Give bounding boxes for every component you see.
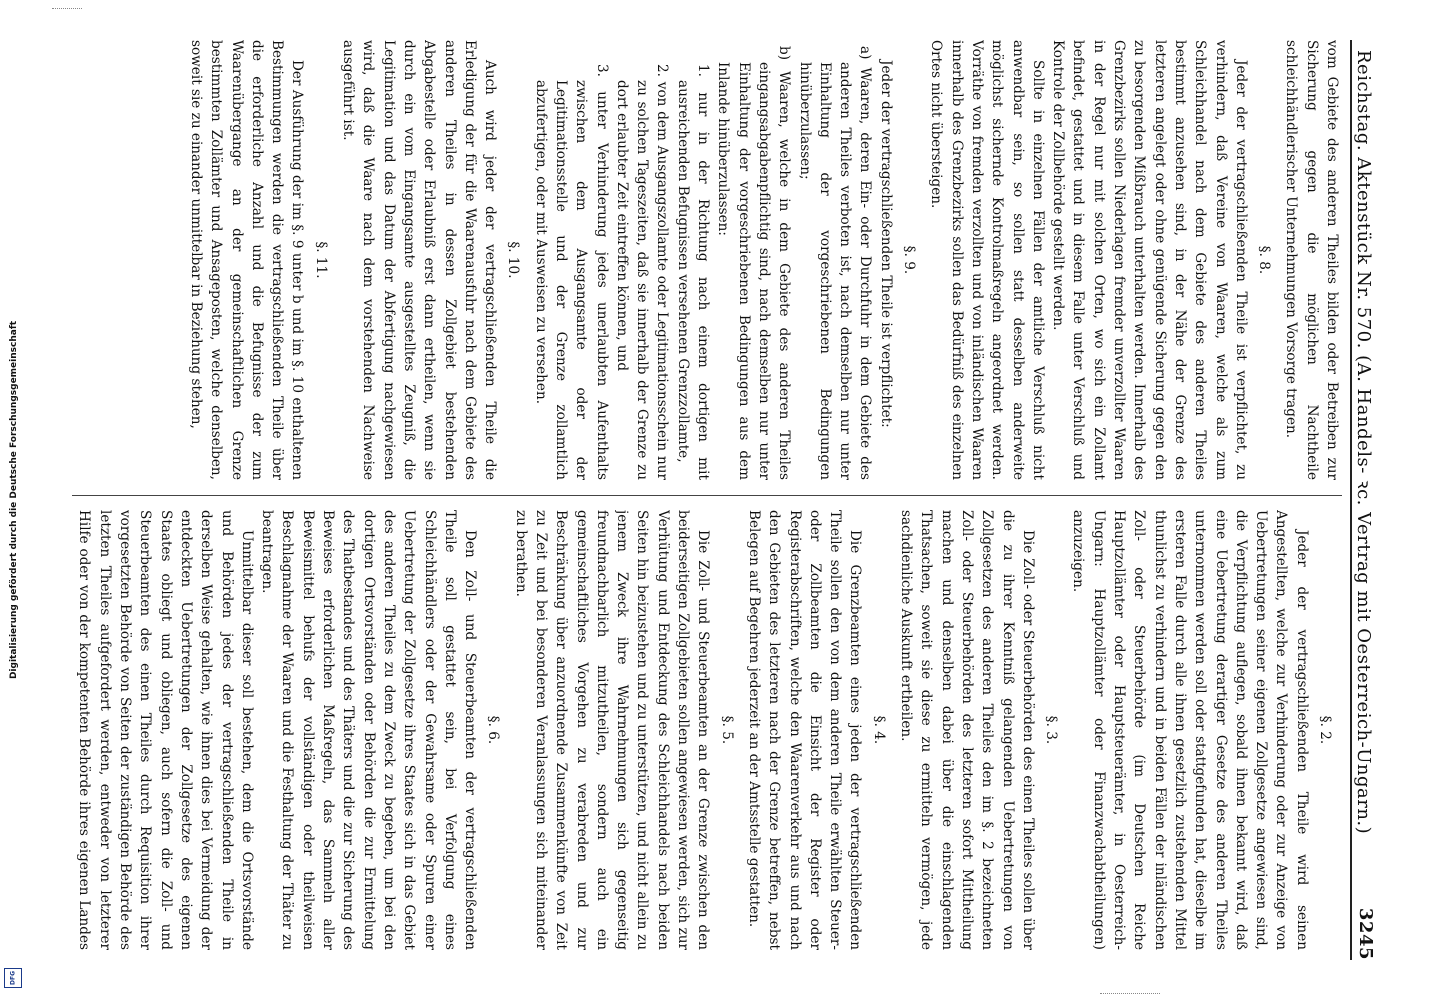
list-item: 3. unter Verhinderung jedes unerlaubten Aufenthalts zwischen dem Ausgangsamte oder der Legitimationsstelle und der Grenze zollamtlich abzufertigen, oder mit Ausweisen zu versehen. [532, 64, 610, 480]
column-divider [72, 495, 1342, 496]
paragraph: Jeder der vertragschließenden Theile ist verpflichtet, zu verhindern, daß Vereine von Waaren, welche als zum Schleichhandel nach dem Gebiete des anderen Theiles bestimmt anzusehen sind, in der Nähe der Grenze des letzteren angelegt oder ohne genügende Sicherung gegen den zu besorgenden Mißbrauch unterhalten werden. Innerhalb des Grenzbezirks sollen Niederlagen fremder unverzollter Waaren in der Regel nur mit solchen Orten, wo sich ein Zollamt befindet, gestattet und in diesem Falle unter Verschluß und Kontrole der Zollbehörde gestellt werden. [1050, 40, 1249, 480]
section-heading-10: §. 10. [505, 241, 522, 279]
page-number: 3245 [1355, 907, 1376, 960]
digitization-note: Digitalisierung gefördert durch die Deutsche Forschungsgemeinschaft [9, 320, 19, 680]
paragraph: Sollte in einzelnen Fällen der amtliche Verschluß nicht anwendbar sein, so sollen statt desselben anderweite möglichst sichernde Kontrolmaßregeln angeordnet werden. Vorräthe von fremden verzollten und von inländischen Waaren innerhalb des Grenzbezirks sollen das Bedürfniß des einzelnen Ortes nicht übersteigen. [928, 40, 1046, 480]
column-right [72, 510, 1342, 950]
paragraph: Die Zoll- und Steuerbeamten an der Grenze zwischen den beiderseitigen Zollgebieten sollen angewiesen werden, sich zur Verhütung und Entdeckung des Schleichhandels nach beiden Seiten hin beizustehen und zu unterstützen, und nicht allein zu jenem Zweck ihre Wahrnehmungen sich gegenseitig freundnachbarlich mitzutheilen, sondern auch ein gemeinschaftliches Vorgehen zu verabreden und zur Beschränkung über anzuordnende Zusammenkünfte von Zeit zu Zeit und bei besonderen Veranlassungen sich miteinander zu berathen. [512, 510, 712, 950]
section-heading-2: §. 2. [1317, 715, 1333, 745]
paragraph: Unmittelbar dieser soll bestehen, dem die Ortsvorstände und Behörden jedes der vertragschließenden Theile in derselben Weise gehalten, wie ihnen dies bei Vermeidung der entdeckten Uebertretungen der Zollgesetze des eigenen Staates obliegt und obliegen, auch sofern die Zoll- und Steuerbeamten des einen Theiles durch Requisition ihrer vorgesetzten Behörde von Seiten der zuständigen Behörde des letzten Theiles aufgefordert werden, entweder von letzterer Hilfe oder von der kompetenten Behörde ihres eigenen Landes [76, 510, 255, 950]
dfg-logo: DFG [4, 968, 22, 988]
section-heading-4: §. 4. [870, 715, 887, 745]
section-heading-3: §. 3. [1043, 715, 1060, 745]
paragraph: Jeder der vertragschließenden Theile wird seinen Angestellten, welche zur Verhinderung oder zur Anzeige von Uebertretungen seiner eigenen Zollgesetze angewiesen sind, die Verpflichtung auflegen, sobald ihnen bekannt wird, daß eine Uebertretung derartiger Gesetze des anderen Theiles unternommen werden soll oder stattgefunden hat, dieselbe im ersteren Falle durch alle ihnen gesetzlich zustehenden Mittel thunlichst zu verhindern und in beiden Fällen der inländischen Zoll- oder Steuerbehörde (im Deutschen Reiche Hauptzollämter oder Hauptsteuerämter, in Oesterreich-Ungarn: Hauptzollämter oder Finanzwachabtheilungen) anzuzeigen. [1070, 510, 1310, 950]
running-head [1350, 40, 1376, 960]
section-heading-9: §. 9. [901, 245, 918, 275]
paragraph: Jeder der vertragschließenden Theile ist verpflichtet: [877, 60, 894, 428]
section-heading-8: §. 8. [1256, 245, 1273, 275]
list-item: b) Waaren, welche in dem Gebiete des anderen Theiles eingangsabgabenpflichtig sind, nach demselben nur unter Einhaltung der vorgeschriebenen Bedingungen aus dem Inlande hinüberzulassen: [715, 46, 793, 480]
paragraph: Den Zoll- und Steuerbeamten der vertragschließenden Theile soll gestattet sein, bei Verfolgung eines Schleichhändlers oder der Gewahrsame oder Spuren einer Uebertretung der Zollgesetze ihres Staates sich in das Gebiet des anderen Theiles zu dem Zweck zu begeben, um bei den dortigen Ortsvorständen oder Behörden die zur Ermittelung des Thatbestandes und des Thäters und die zur Sicherung des Beweises erforderlichen Maßregeln, das Sammeln aller Beweismittel behufs der vollständigen oder theilweisen Beschlagnahme der Waaren und die Festhaltung der Thäter zu beantragen. [259, 510, 479, 950]
paragraph: Die Grenzbeamten eines jeden der vertragschließenden Theile sollen den von dem anderen Theile erwählten Steuer- oder Zollbeamten die Einsicht der Register oder Registerabschriften, welche den Waarenverkehr aus und nach den Gebieten des letzteren nach der Grenze betreffen, nebst Belegen auf Begehren jederzeit an der Amtsstelle gestatten. [745, 510, 864, 950]
section-heading-5: §. 5. [718, 715, 735, 745]
list-item: 2. von dem Ausgangszollamte oder Legitimationsschein nur zu solchen Tageszeiten, daß sie innerhalb der Grenze zu dort erlaubter Zeit eintreffen können, und [613, 64, 671, 480]
paragraph: Die Zoll- oder Steuerbehörden des einen Theiles sollen über die zu ihrer Kenntniß gelangenden Uebertretungen von Zollgesetzen des anderen Theiles den im §. 2 bezeichneten Zoll- oder Steuerbehörden des letzteren sofort Mittheilung machen und denselben dabei über die einschlagenden Thatsachen, soweit sie diese zu ermitteln vermögen, jede sachdienliche Auskunft ertheilen. [898, 510, 1036, 950]
list-item: a) Waaren, deren Ein- oder Durchfuhr in dem Gebiete des anderen Theiles verboten ist, nach demselben nur unter Einhaltung der vorgeschriebenen Bedingungen hinüberzulassen; [796, 46, 874, 480]
running-head-title: Reichstag. Aktenstück Nr. 570. (A. Handels- ꝛc. Vertrag mit Oesterreich-Ungarn.) [1353, 50, 1374, 835]
list-item: 1. nur in der Richtung nach einem dortigen mit ausreichenden Befugnissen versehenen Grenzzollamte, [674, 64, 712, 480]
column-left [72, 40, 1342, 480]
paragraph: vom Gebiete des anderen Theiles bilden oder Betreiben zur Sicherung gegen die möglichen Nachtheile schleichhändlerischer Unternehmungen Vorsorge tragen. [1283, 40, 1340, 480]
section-heading-6: §. 6. [485, 715, 502, 745]
page-body [62, 40, 1382, 960]
header-rule [1350, 40, 1352, 960]
paragraph: Auch wird jeder der vertragschließenden Theile die Erledigung der für die Waarenausfuhr nach dem Gebiete des anderen Theiles in dessen Zollgebiet bestehenden Abgabestelle oder Erlaubniß erst dann ertheilen, wenn sie durch ein vom Eingangsamte ausgestelltes Zeugniß, die Legitimation und das Datum der Abfertigung nachgewiesen wird, daß die Waare nach dem vorstehenden Nachweise ausgeführt ist. [340, 40, 499, 480]
paragraph: Der Ausführung der im §. 9 unter b und im §. 10 enthaltenen Bestimmungen werden die vertragschließenden Theile über die erforderliche Anzahl und die Befugnisse der zum Waarenübergange an der gemeinschaftlichen Grenze bestimmten Zollämter und Ansageposten, welche denselben, soweit sie zu einander unmittelbar in Beziehung stehen, [187, 40, 306, 480]
section-heading-11: §. 11. [312, 241, 329, 279]
